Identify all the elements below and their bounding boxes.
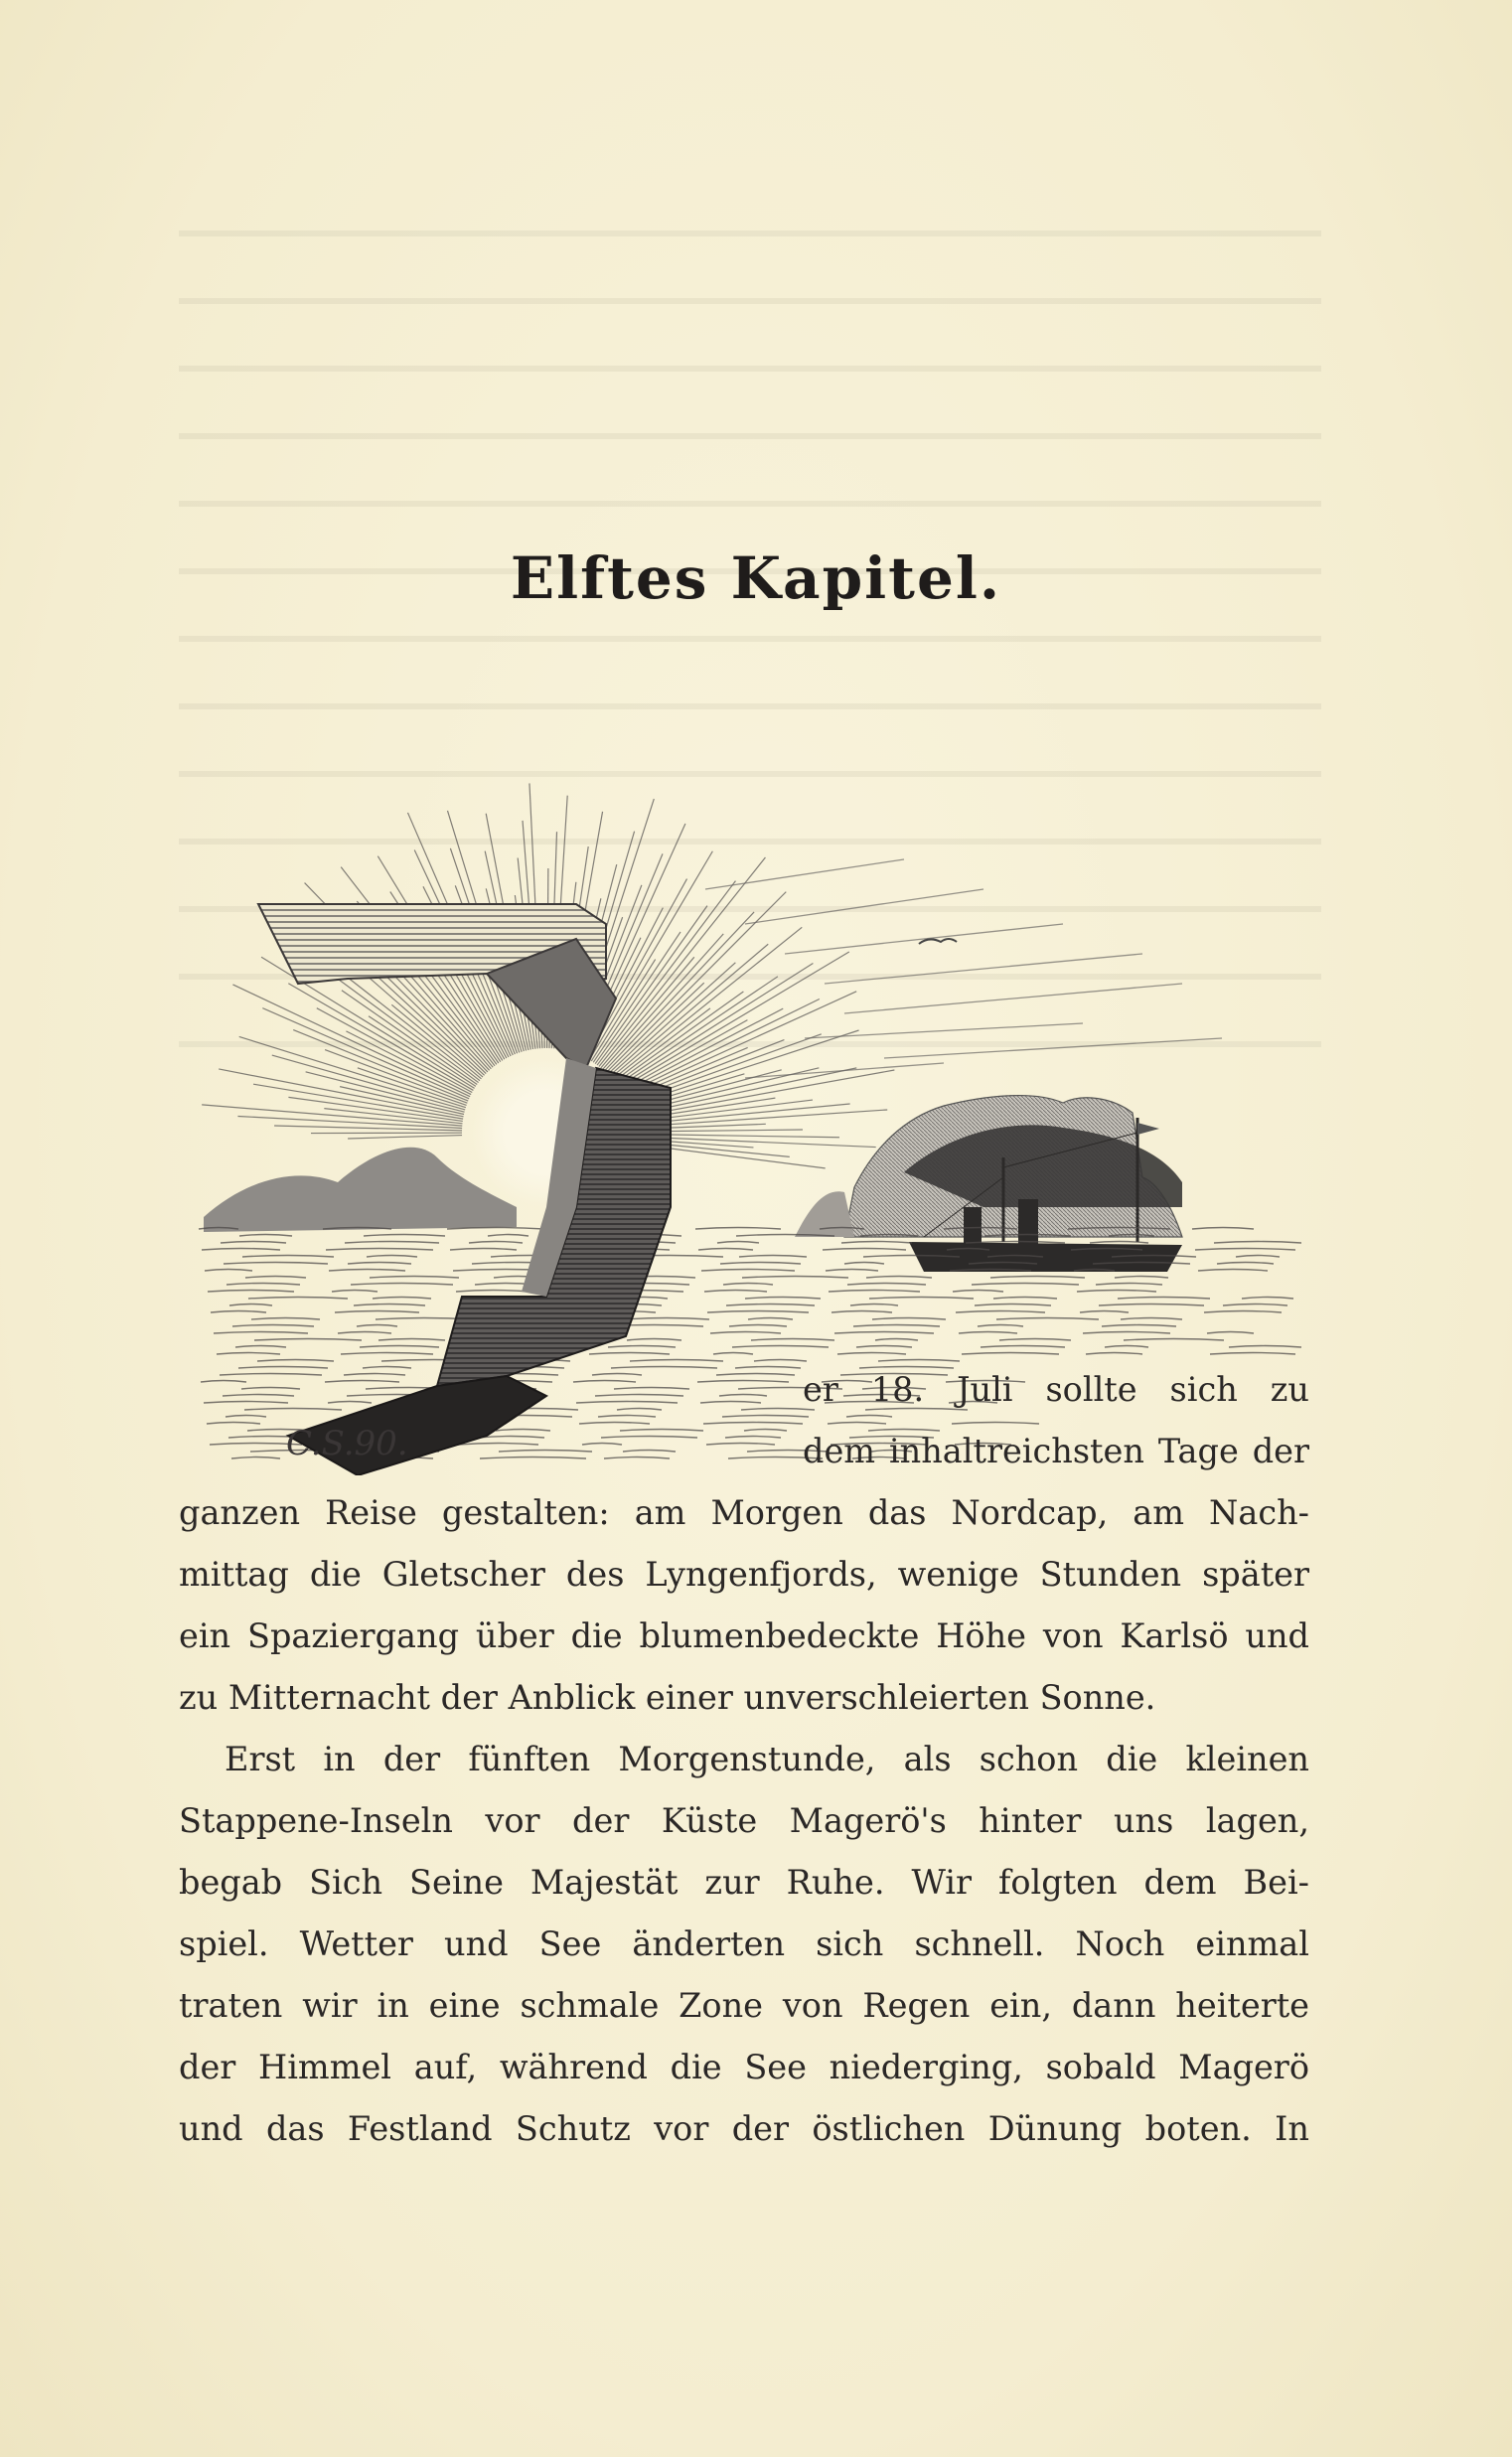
sun-ray (288, 1097, 462, 1121)
chapter-title: Elftes Kapitel. (510, 544, 1002, 612)
wave-stroke (227, 1284, 300, 1286)
wave-stroke (872, 1318, 946, 1320)
wave-stroke (351, 1284, 453, 1286)
wave-stroke (1099, 1305, 1204, 1306)
wave-stroke (856, 1346, 912, 1348)
wave-stroke (999, 1339, 1071, 1341)
wave-stroke (959, 1332, 1017, 1334)
wave-stroke (1236, 1256, 1280, 1258)
sun-ray (293, 1030, 468, 1101)
sun-ray (615, 992, 743, 1084)
sun-ray (237, 1116, 462, 1128)
wave-stroke (338, 1332, 391, 1334)
wave-stroke (1223, 1305, 1287, 1306)
text-line: und das Festland Schutz vor der östlichen Dünung boten. In (179, 2109, 1309, 2148)
wave-stroke (1086, 1353, 1142, 1355)
sun-ray (348, 1136, 462, 1139)
wave-stroke (608, 1346, 676, 1348)
small-cliff (795, 1191, 854, 1237)
text-line: ganzen Reise gestalten: am Morgen das Nordcap, am Nach- (179, 1493, 1309, 1532)
wave-stroke (224, 1263, 328, 1265)
wave-stroke (1096, 1284, 1162, 1286)
wave-stroke (370, 1277, 459, 1279)
wave-stroke (701, 1270, 795, 1272)
text-line: der Himmel auf, während die See niederging, sobald Magerö (179, 2048, 1309, 2086)
wave-stroke (748, 1318, 793, 1320)
sun-ray (272, 1055, 465, 1110)
wave-stroke (739, 1256, 807, 1258)
wave-stroke (1204, 1311, 1282, 1313)
wave-stroke (232, 1325, 314, 1327)
wave-stroke (1195, 1249, 1295, 1251)
chapter-body-text (179, 1359, 1309, 2160)
wave-stroke (229, 1305, 272, 1306)
wave-stroke (488, 1235, 529, 1237)
wave-stroke (248, 1298, 348, 1300)
wave-stroke (975, 1305, 1051, 1306)
wave-stroke (710, 1332, 781, 1334)
text-line: zu Mitternacht der Anblick einer unverschleierten Sonne. (179, 1678, 1156, 1717)
wave-stroke (1217, 1263, 1274, 1265)
wave-stroke (732, 1346, 829, 1348)
wave-stroke (332, 1291, 378, 1293)
wave-stroke (704, 1291, 767, 1293)
wave-stroke (829, 1291, 920, 1293)
left-island (204, 1148, 517, 1232)
ship-flag (1137, 1123, 1159, 1135)
wave-stroke (742, 1277, 848, 1279)
wave-stroke (993, 1298, 1057, 1300)
wave-stroke (360, 1346, 439, 1348)
wave-stroke (956, 1311, 1045, 1313)
wave-stroke (221, 1242, 286, 1244)
wave-stroke (456, 1291, 530, 1293)
wave-stroke (972, 1284, 1079, 1286)
wave-stroke (695, 1228, 781, 1230)
text-line: dem inhaltreichsten Tage der (803, 1432, 1309, 1470)
wave-stroke (990, 1277, 1085, 1279)
sky-streaks (705, 859, 1222, 1078)
wave-stroke (832, 1311, 892, 1313)
wave-stroke (1083, 1332, 1170, 1334)
engraver-signature: C.S.90. (286, 1424, 408, 1463)
wave-stroke (345, 1242, 439, 1244)
seagull (919, 939, 957, 944)
sun-ray (604, 912, 754, 1071)
text-line: Erst in der fünften Morgenstunde, als schon die kleinen (225, 1740, 1309, 1778)
wave-stroke (329, 1270, 405, 1272)
wave-stroke (211, 1311, 266, 1313)
wave-stroke (875, 1339, 918, 1341)
wave-stroke (1118, 1298, 1210, 1300)
sun-ray (342, 991, 477, 1085)
wave-stroke (1210, 1353, 1295, 1355)
wave-stroke (239, 1235, 292, 1237)
wave-stroke (254, 1339, 362, 1341)
wave-stroke (729, 1325, 787, 1327)
text-line: spiel. Wetter und See änderten sich schnell. Noch einmal (179, 1924, 1309, 1963)
text-line: ein Spaziergang über die blumenbedeckte Höhe von Karlsö und (179, 1616, 1309, 1655)
wave-stroke (1121, 1318, 1182, 1320)
wave-stroke (1207, 1332, 1254, 1334)
wave-stroke (850, 1305, 898, 1306)
wave-stroke (1242, 1298, 1293, 1300)
wave-stroke (373, 1298, 431, 1300)
wave-stroke (853, 1325, 940, 1327)
wave-stroke (745, 1298, 821, 1300)
wave-stroke (717, 1242, 759, 1244)
wave-stroke (1192, 1228, 1254, 1230)
wave-stroke (723, 1284, 773, 1286)
wave-stroke (214, 1332, 308, 1334)
wave-stroke (1077, 1291, 1156, 1293)
wave-stroke (205, 1270, 252, 1272)
wave-stroke (378, 1339, 445, 1341)
wave-stroke (1198, 1270, 1268, 1272)
wave-stroke (726, 1305, 815, 1306)
wave-stroke (208, 1291, 294, 1293)
wave-stroke (367, 1256, 417, 1258)
wave-stroke (707, 1311, 809, 1313)
wave-stroke (1229, 1346, 1301, 1348)
wave-stroke (966, 1242, 1065, 1244)
wave-stroke (245, 1277, 306, 1279)
wave-stroke (217, 1353, 280, 1355)
wave-stroke (981, 1346, 1065, 1348)
wave-stroke (354, 1305, 425, 1306)
text-line: traten wir in eine schmale Zone von Regen ein, dann heiterte (179, 1986, 1309, 2025)
wave-stroke (713, 1353, 753, 1355)
wave-stroke (869, 1298, 974, 1300)
wave-stroke (469, 1242, 523, 1244)
wave-stroke (335, 1311, 419, 1313)
wave-stroke (698, 1249, 753, 1251)
wave-stroke (624, 1318, 709, 1320)
wave-stroke (1214, 1242, 1301, 1244)
wave-stroke (978, 1325, 1023, 1327)
text-line: Stappene-Inseln vor der Küste Magerö's hinter uns lagen, (179, 1801, 1309, 1840)
wave-stroke (1124, 1339, 1224, 1341)
wave-stroke (364, 1235, 445, 1237)
wave-stroke (447, 1228, 544, 1230)
text-line: mittag die Gletscher des Lyngenfjords, wenige Stunden später (179, 1555, 1309, 1594)
wave-stroke (1090, 1242, 1148, 1244)
wave-stroke (251, 1318, 320, 1320)
wave-stroke (751, 1339, 834, 1341)
wave-stroke (826, 1270, 878, 1272)
wave-stroke (589, 1353, 670, 1355)
wave-stroke (1102, 1325, 1176, 1327)
wave-stroke (841, 1242, 912, 1244)
wave-stroke (1115, 1277, 1168, 1279)
wave-stroke (837, 1353, 906, 1355)
wave-stroke (1105, 1346, 1148, 1348)
wave-stroke (996, 1318, 1099, 1320)
wave-stroke (1080, 1311, 1129, 1313)
text-line: begab Sich Seine Majestät zur Ruhe. Wir folgten dem Bei- (179, 1863, 1309, 1902)
wave-stroke (736, 1235, 834, 1237)
wave-stroke (834, 1332, 934, 1334)
wave-stroke (326, 1249, 433, 1251)
wave-stroke (847, 1284, 926, 1286)
wave-stroke (953, 1291, 1003, 1293)
wave-stroke (863, 1256, 960, 1258)
wave-stroke (823, 1249, 906, 1251)
sun-ray (340, 1087, 464, 1115)
wave-stroke (202, 1249, 280, 1251)
wave-stroke (720, 1263, 801, 1265)
sun-ray (606, 892, 786, 1073)
wave-stroke (348, 1263, 411, 1265)
wave-stroke (962, 1353, 1059, 1355)
ship-funnel-2 (1018, 1199, 1038, 1245)
wave-stroke (242, 1256, 334, 1258)
text-line: er 18. Juli sollte sich zu (803, 1370, 1309, 1409)
wave-stroke (844, 1263, 884, 1265)
wave-stroke (450, 1249, 517, 1251)
wave-stroke (357, 1325, 397, 1327)
wave-stroke (341, 1353, 433, 1355)
wave-stroke (235, 1346, 286, 1348)
wave-stroke (627, 1339, 681, 1341)
sun-ray (609, 963, 735, 1076)
ship-funnel-1 (964, 1207, 982, 1245)
wave-stroke (866, 1277, 932, 1279)
